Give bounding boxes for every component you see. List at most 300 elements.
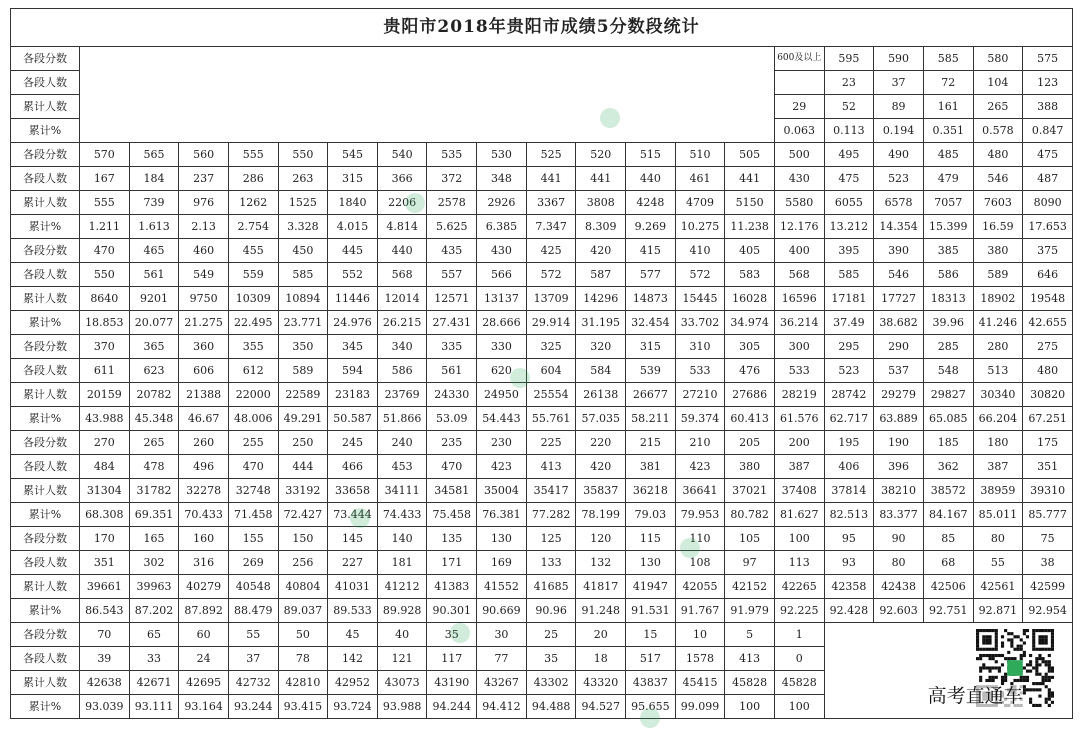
cell-score: 405 xyxy=(725,239,775,263)
cell-pct: 60.413 xyxy=(725,407,775,431)
cell-pct: 78.199 xyxy=(576,503,626,527)
cell-score: 80 xyxy=(973,527,1023,551)
row-label-cum: 累计人数 xyxy=(11,479,80,503)
cell-score: 10 xyxy=(675,623,725,647)
cell-cum: 42695 xyxy=(179,671,229,695)
cell-count: 487 xyxy=(1023,167,1073,191)
cell-pct: 93.724 xyxy=(328,695,378,719)
cell-count: 38 xyxy=(1023,551,1073,575)
cell-pct: 3.328 xyxy=(278,215,328,239)
cell-count: 440 xyxy=(626,167,676,191)
cell-pct: 94.527 xyxy=(576,695,626,719)
cell-score: 425 xyxy=(526,239,576,263)
cell-score: 130 xyxy=(477,527,527,551)
cell-cum: 45828 xyxy=(774,671,824,695)
cell-score: 400 xyxy=(774,239,824,263)
row-label-pct: 累计% xyxy=(11,215,80,239)
cell-pct: 39.96 xyxy=(923,311,973,335)
cell-score: 365 xyxy=(129,335,179,359)
table-row xyxy=(11,47,1073,71)
cell-count: 568 xyxy=(377,263,427,287)
cell-cum: 1840 xyxy=(328,191,378,215)
cell-cum: 24950 xyxy=(477,383,527,407)
cell-score: 470 xyxy=(80,239,130,263)
cell-count: 420 xyxy=(576,455,626,479)
row-label-score: 各段分数 xyxy=(11,527,80,551)
cell-count: 470 xyxy=(228,455,278,479)
cell-count: 387 xyxy=(973,455,1023,479)
cell-score: 120 xyxy=(576,527,626,551)
cell-count: 123 xyxy=(1023,71,1073,95)
cell-cum: 17181 xyxy=(824,287,874,311)
cell-pct: 84.167 xyxy=(923,503,973,527)
cell-count: 606 xyxy=(179,359,229,383)
cell-count: 413 xyxy=(725,647,775,671)
table-row xyxy=(11,623,1073,647)
cell-cum: 29279 xyxy=(874,383,924,407)
cell-cum: 23769 xyxy=(377,383,427,407)
row-label-cum: 累计人数 xyxy=(11,287,80,311)
qr-panel xyxy=(824,623,1072,719)
cell-cum: 42671 xyxy=(129,671,179,695)
row-label-pct: 累计% xyxy=(11,503,80,527)
cell-pct: 12.176 xyxy=(774,215,824,239)
table-row xyxy=(11,359,1073,383)
cell-count: 550 xyxy=(80,263,130,287)
cell-score: 20 xyxy=(576,623,626,647)
cell-pct: 87.202 xyxy=(129,599,179,623)
cell-count: 480 xyxy=(1023,359,1073,383)
cell-cum: 2926 xyxy=(477,191,527,215)
cell-cum: 41947 xyxy=(626,575,676,599)
cell-pct: 9.269 xyxy=(626,215,676,239)
cell-pct: 90.96 xyxy=(526,599,576,623)
cell-count: 586 xyxy=(923,263,973,287)
cell-score: 550 xyxy=(278,143,328,167)
cell-count: 620 xyxy=(477,359,527,383)
table-row xyxy=(11,599,1073,623)
cell-cum: 14296 xyxy=(576,287,626,311)
cell-count: 572 xyxy=(526,263,576,287)
cell-score: 460 xyxy=(179,239,229,263)
row-label-score: 各段分数 xyxy=(11,47,80,71)
cell-pct: 72.427 xyxy=(278,503,328,527)
cell-cum: 5150 xyxy=(725,191,775,215)
cell-score: 155 xyxy=(228,527,278,551)
cell-score: 220 xyxy=(576,431,626,455)
cell-cum: 43267 xyxy=(477,671,527,695)
cell-pct: 26.215 xyxy=(377,311,427,335)
cell-score: 485 xyxy=(923,143,973,167)
cell-score: 1 xyxy=(774,623,824,647)
cell-score: 435 xyxy=(427,239,477,263)
cell-score: 350 xyxy=(278,335,328,359)
cell-cum: 26677 xyxy=(626,383,676,407)
cell-score: 495 xyxy=(824,143,874,167)
cell-cum: 20159 xyxy=(80,383,130,407)
cell-cum: 31304 xyxy=(80,479,130,503)
cell-cum: 388 xyxy=(1023,95,1073,119)
cell-cum: 28742 xyxy=(824,383,874,407)
cell-pct: 92.751 xyxy=(923,599,973,623)
cell-score: 295 xyxy=(824,335,874,359)
cell-cum: 42810 xyxy=(278,671,328,695)
cell-pct: 0.578 xyxy=(973,119,1023,143)
table-row xyxy=(11,143,1073,167)
cell-cum: 43302 xyxy=(526,671,576,695)
cell-count: 589 xyxy=(973,263,1023,287)
cell-pct: 62.717 xyxy=(824,407,874,431)
cell-pct: 71.458 xyxy=(228,503,278,527)
cell-pct: 15.399 xyxy=(923,215,973,239)
cell-score: 315 xyxy=(626,335,676,359)
cell-count: 557 xyxy=(427,263,477,287)
cell-score: 300 xyxy=(774,335,824,359)
cell-score: 590 xyxy=(874,47,924,71)
table-row xyxy=(11,551,1073,575)
cell-score: 205 xyxy=(725,431,775,455)
cell-cum: 39661 xyxy=(80,575,130,599)
cell-count: 478 xyxy=(129,455,179,479)
table-row xyxy=(11,503,1073,527)
row-label-cum: 累计人数 xyxy=(11,95,80,119)
cell-count: 537 xyxy=(874,359,924,383)
cell-score: 600及以上 xyxy=(774,47,824,71)
cell-count: 380 xyxy=(725,455,775,479)
cell-pct: 6.385 xyxy=(477,215,527,239)
cell-pct: 93.415 xyxy=(278,695,328,719)
cell-score: 305 xyxy=(725,335,775,359)
cell-score: 345 xyxy=(328,335,378,359)
cell-cum: 41817 xyxy=(576,575,626,599)
cell-count: 24 xyxy=(179,647,229,671)
cell-score: 540 xyxy=(377,143,427,167)
cell-cum: 29827 xyxy=(923,383,973,407)
cell-cum: 20782 xyxy=(129,383,179,407)
cell-cum: 30820 xyxy=(1023,383,1073,407)
cell-pct: 85.777 xyxy=(1023,503,1073,527)
cell-pct: 31.195 xyxy=(576,311,626,335)
cell-cum: 33658 xyxy=(328,479,378,503)
cell-score: 475 xyxy=(1023,143,1073,167)
cell-count: 461 xyxy=(675,167,725,191)
cell-pct: 91.531 xyxy=(626,599,676,623)
cell-pct: 21.275 xyxy=(179,311,229,335)
cell-count: 351 xyxy=(80,551,130,575)
title-row xyxy=(11,9,1073,47)
qr-caption: 高考直通车 xyxy=(927,685,1023,707)
cell-score: 375 xyxy=(1023,239,1073,263)
cell-pct: 48.006 xyxy=(228,407,278,431)
row-label-pct: 累计% xyxy=(11,599,80,623)
cell-cum: 27686 xyxy=(725,383,775,407)
cell-pct: 94.412 xyxy=(477,695,527,719)
cell-cum: 9750 xyxy=(179,287,229,311)
cell-score: 25 xyxy=(526,623,576,647)
table-row xyxy=(11,239,1073,263)
cell-cum: 38959 xyxy=(973,479,1023,503)
cell-score: 90 xyxy=(874,527,924,551)
cell-pct: 36.214 xyxy=(774,311,824,335)
cell-pct: 54.443 xyxy=(477,407,527,431)
cell-score: 570 xyxy=(80,143,130,167)
cell-pct: 93.164 xyxy=(179,695,229,719)
cell-cum: 16596 xyxy=(774,287,824,311)
cell-pct: 92.954 xyxy=(1023,599,1073,623)
table-row xyxy=(11,527,1073,551)
cell-count: 316 xyxy=(179,551,229,575)
cell-pct: 45.348 xyxy=(129,407,179,431)
cell-cum: 24330 xyxy=(427,383,477,407)
cell-count: 484 xyxy=(80,455,130,479)
cell-cum: 37021 xyxy=(725,479,775,503)
cell-score: 285 xyxy=(923,335,973,359)
cell-pct: 49.291 xyxy=(278,407,328,431)
cell-cum: 33192 xyxy=(278,479,328,503)
cell-score: 500 xyxy=(774,143,824,167)
cell-cum: 29 xyxy=(774,95,824,119)
cell-cum: 13709 xyxy=(526,287,576,311)
cell-count: 286 xyxy=(228,167,278,191)
cell-pct: 76.381 xyxy=(477,503,527,527)
cell-count: 559 xyxy=(228,263,278,287)
cell-count: 78 xyxy=(278,647,328,671)
cell-pct: 87.892 xyxy=(179,599,229,623)
score-distribution-sheet xyxy=(10,8,1072,720)
cell-score: 95 xyxy=(824,527,874,551)
cell-count: 496 xyxy=(179,455,229,479)
cell-count: 523 xyxy=(824,359,874,383)
cell-pct: 46.67 xyxy=(179,407,229,431)
cell-score: 235 xyxy=(427,431,477,455)
cell-score: 35 xyxy=(427,623,477,647)
cell-pct: 55.761 xyxy=(526,407,576,431)
cell-cum: 14873 xyxy=(626,287,676,311)
cell-cum: 42265 xyxy=(774,575,824,599)
cell-cum: 161 xyxy=(923,95,973,119)
cell-cum: 42152 xyxy=(725,575,775,599)
cell-count: 444 xyxy=(278,455,328,479)
cell-cum: 22589 xyxy=(278,383,328,407)
cell-pct: 68.308 xyxy=(80,503,130,527)
table-row xyxy=(11,383,1073,407)
cell-count: 366 xyxy=(377,167,427,191)
cell-count: 362 xyxy=(923,455,973,479)
cell-pct: 2.754 xyxy=(228,215,278,239)
cell-pct: 61.576 xyxy=(774,407,824,431)
table-row xyxy=(11,335,1073,359)
cell-pct: 93.039 xyxy=(80,695,130,719)
cell-count: 167 xyxy=(80,167,130,191)
cell-score: 560 xyxy=(179,143,229,167)
row-label-cum: 累计人数 xyxy=(11,383,80,407)
cell-cum: 42638 xyxy=(80,671,130,695)
cell-cum: 43837 xyxy=(626,671,676,695)
cell-count: 184 xyxy=(129,167,179,191)
cell-cum: 3808 xyxy=(576,191,626,215)
cell-score: 575 xyxy=(1023,47,1073,71)
cell-score: 180 xyxy=(973,431,1023,455)
row-label-count: 各段人数 xyxy=(11,71,80,95)
table-row xyxy=(11,479,1073,503)
cell-score: 70 xyxy=(80,623,130,647)
cell-pct: 89.037 xyxy=(278,599,328,623)
cell-score: 580 xyxy=(973,47,1023,71)
cell-count: 117 xyxy=(427,647,477,671)
cell-pct: 94.488 xyxy=(526,695,576,719)
cell-score: 505 xyxy=(725,143,775,167)
cell-count: 406 xyxy=(824,455,874,479)
cell-pct: 66.204 xyxy=(973,407,1023,431)
cell-cum: 8640 xyxy=(80,287,130,311)
cell-cum: 43073 xyxy=(377,671,427,695)
cell-score: 325 xyxy=(526,335,576,359)
cell-score: 480 xyxy=(973,143,1023,167)
cell-score: 140 xyxy=(377,527,427,551)
cell-cum: 10309 xyxy=(228,287,278,311)
cell-pct: 57.035 xyxy=(576,407,626,431)
cell-cum: 12014 xyxy=(377,287,427,311)
cell-count: 604 xyxy=(526,359,576,383)
cell-count: 18 xyxy=(576,647,626,671)
cell-count: 552 xyxy=(328,263,378,287)
cell-pct: 92.225 xyxy=(774,599,824,623)
cell-score: 190 xyxy=(874,431,924,455)
cell-pct: 18.853 xyxy=(80,311,130,335)
cell-count: 513 xyxy=(973,359,1023,383)
cell-score: 530 xyxy=(477,143,527,167)
cell-cum: 10894 xyxy=(278,287,328,311)
table-row xyxy=(11,287,1073,311)
table-row xyxy=(11,311,1073,335)
cell-cum: 36641 xyxy=(675,479,725,503)
cell-count: 104 xyxy=(973,71,1023,95)
cell-score: 250 xyxy=(278,431,328,455)
row-label-score: 各段分数 xyxy=(11,143,80,167)
cell-score: 330 xyxy=(477,335,527,359)
cell-pct: 53.09 xyxy=(427,407,477,431)
cell-pct: 100 xyxy=(774,695,824,719)
cell-score: 385 xyxy=(923,239,973,263)
cell-cum: 739 xyxy=(129,191,179,215)
cell-cum: 42561 xyxy=(973,575,1023,599)
cell-cum: 25554 xyxy=(526,383,576,407)
cell-count: 413 xyxy=(526,455,576,479)
cell-pct: 93.244 xyxy=(228,695,278,719)
cell-score: 290 xyxy=(874,335,924,359)
cell-cum: 7057 xyxy=(923,191,973,215)
row-label-count: 各段人数 xyxy=(11,455,80,479)
cell-score: 30 xyxy=(477,623,527,647)
cell-cum: 17727 xyxy=(874,287,924,311)
cell-pct: 50.587 xyxy=(328,407,378,431)
cell-count: 546 xyxy=(973,167,1023,191)
cell-count: 348 xyxy=(477,167,527,191)
cell-cum: 23183 xyxy=(328,383,378,407)
cell-score: 410 xyxy=(675,239,725,263)
cell-pct: 4.015 xyxy=(328,215,378,239)
cell-count: 181 xyxy=(377,551,427,575)
cell-score: 225 xyxy=(526,431,576,455)
cell-count: 586 xyxy=(377,359,427,383)
cell-pct: 37.49 xyxy=(824,311,874,335)
cell-pct: 32.454 xyxy=(626,311,676,335)
cell-pct: 1.613 xyxy=(129,215,179,239)
cell-score: 175 xyxy=(1023,431,1073,455)
cell-count: 441 xyxy=(576,167,626,191)
cell-count: 577 xyxy=(626,263,676,287)
cell-count: 33 xyxy=(129,647,179,671)
cell-cum: 42952 xyxy=(328,671,378,695)
cell-pct: 38.682 xyxy=(874,311,924,335)
cell-cum: 21388 xyxy=(179,383,229,407)
cell-score: 100 xyxy=(774,527,824,551)
cell-count: 549 xyxy=(179,263,229,287)
cell-count: 466 xyxy=(328,455,378,479)
cell-score: 160 xyxy=(179,527,229,551)
cell-pct: 59.374 xyxy=(675,407,725,431)
cell-count: 381 xyxy=(626,455,676,479)
cell-pct: 92.603 xyxy=(874,599,924,623)
cell-pct: 2.13 xyxy=(179,215,229,239)
cell-cum: 265 xyxy=(973,95,1023,119)
row-label-count: 各段人数 xyxy=(11,359,80,383)
cell-score: 450 xyxy=(278,239,328,263)
cell-pct: 41.246 xyxy=(973,311,1023,335)
table-row xyxy=(11,431,1073,455)
cell-score: 85 xyxy=(923,527,973,551)
cell-pct: 7.347 xyxy=(526,215,576,239)
cell-cum: 39310 xyxy=(1023,479,1073,503)
cell-pct: 86.543 xyxy=(80,599,130,623)
row-label-count: 各段人数 xyxy=(11,167,80,191)
row-label-score: 各段分数 xyxy=(11,623,80,647)
cell-score: 135 xyxy=(427,527,477,551)
cell-count: 470 xyxy=(427,455,477,479)
cell-cum: 7603 xyxy=(973,191,1023,215)
cell-pct: 88.479 xyxy=(228,599,278,623)
cell-cum: 35837 xyxy=(576,479,626,503)
cell-count: 476 xyxy=(725,359,775,383)
cell-score: 565 xyxy=(129,143,179,167)
cell-count: 517 xyxy=(626,647,676,671)
cell-score: 280 xyxy=(973,335,1023,359)
cell-count: 612 xyxy=(228,359,278,383)
cell-pct: 70.433 xyxy=(179,503,229,527)
cell-score: 310 xyxy=(675,335,725,359)
cell-pct: 65.085 xyxy=(923,407,973,431)
cell-cum: 41685 xyxy=(526,575,576,599)
cell-pct: 95.655 xyxy=(626,695,676,719)
cell-score: 380 xyxy=(973,239,1023,263)
cell-cum: 18313 xyxy=(923,287,973,311)
cell-score: 270 xyxy=(80,431,130,455)
cell-score: 265 xyxy=(129,431,179,455)
cell-count: 396 xyxy=(874,455,924,479)
cell-count: 68 xyxy=(923,551,973,575)
cell-cum: 40804 xyxy=(278,575,328,599)
cell-score: 370 xyxy=(80,335,130,359)
row-label-cum: 累计人数 xyxy=(11,671,80,695)
cell-cum: 32748 xyxy=(228,479,278,503)
cell-count: 584 xyxy=(576,359,626,383)
cell-score: 110 xyxy=(675,527,725,551)
cell-score: 430 xyxy=(477,239,527,263)
cell-cum: 43320 xyxy=(576,671,626,695)
cell-pct: 33.702 xyxy=(675,311,725,335)
cell-count: 539 xyxy=(626,359,676,383)
cell-pct: 28.666 xyxy=(477,311,527,335)
